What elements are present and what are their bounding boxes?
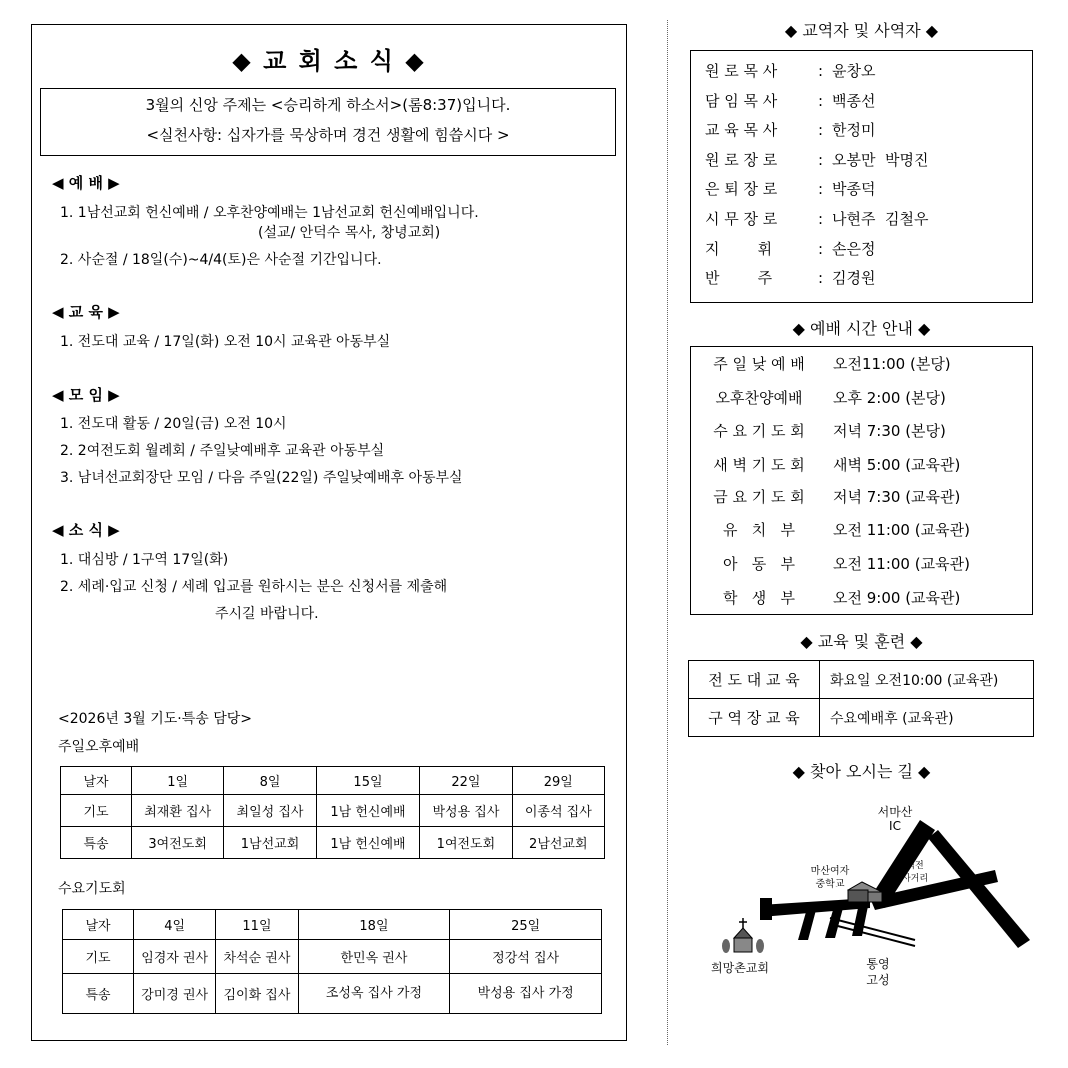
staff-name: 윤창오	[832, 62, 876, 80]
news-line: 2. 2여전도회 월례회 / 주일낮예배후 교육관 아동부실	[60, 443, 385, 459]
road-stub-3	[825, 908, 843, 938]
staff-box	[690, 50, 1033, 303]
staff-colon: :	[818, 240, 824, 258]
worship-name: 주 일 낮 예 배	[713, 355, 805, 373]
table-cell: 1일	[132, 767, 224, 795]
worship-time: 새벽 5:00 (교육관)	[833, 456, 961, 474]
road-stub-1	[760, 898, 772, 920]
table-cell: 날자	[63, 910, 134, 940]
worship-name: 학 생 부	[722, 589, 796, 607]
table-cell: 화요일 오전10:00 (교육관)	[820, 661, 1034, 699]
news-line: 1. 전도대 활동 / 20일(금) 오전 10시	[60, 416, 287, 432]
table-cell: 수요예배후 (교육관)	[820, 699, 1034, 737]
worship-name: 유 치 부	[722, 521, 796, 539]
table-cell: 4일	[134, 910, 216, 940]
table-cell: 박성용 집사 가정	[450, 974, 602, 1014]
table-cell: 임경자 권사	[134, 940, 216, 974]
news-line: 주시길 바랍니다.	[215, 606, 319, 622]
table-cell: 1여전도회	[420, 827, 512, 859]
staff-title: ◆ 교역자 및 사역자 ◆	[784, 21, 939, 40]
table-cell: 전 도 대 교 육	[689, 661, 820, 699]
table-cell: 11일	[216, 910, 298, 940]
destination-label: 고성	[866, 973, 890, 987]
news-line: 3. 남녀선교회장단 모임 / 다음 주일(22일) 주일낮예배후 아동부실	[60, 470, 463, 486]
staff-colon: :	[818, 210, 824, 228]
staff-name: 백종선	[832, 92, 876, 110]
destination-label: 통영	[866, 957, 890, 971]
staff-colon: :	[818, 269, 824, 287]
table-cell: 한민옥 권사	[298, 940, 450, 974]
directions-title: ◆ 찾아 오시는 길 ◆	[792, 762, 931, 781]
worship-name: 새 벽 기 도 회	[713, 456, 805, 474]
table-cell: 박성용 집사	[420, 795, 512, 827]
table-cell: 이종석 집사	[512, 795, 604, 827]
worship-time: 오전 11:00 (교육관)	[833, 555, 970, 573]
worship-times-box	[690, 346, 1033, 615]
news-line: 1. 1남선교회 헌신예배 / 오후찬양예배는 1남선교회 헌신예배입니다.	[60, 205, 479, 221]
section-header-education: ◀ 교 육 ▶	[52, 303, 120, 321]
duty-title: <2026년 3월 기도·특송 담당>	[58, 711, 252, 727]
staff-role: 교 육 목 사	[705, 121, 778, 139]
staff-name: 박종덕	[832, 180, 876, 198]
table-cell: 3여전도회	[132, 827, 224, 859]
table-cell: 1남선교회	[224, 827, 316, 859]
news-line: 2. 세례·입교 신청 / 세례 입교를 원하시는 분은 신청서를 제출해	[60, 579, 448, 595]
table-cell: 1남 헌신예배	[316, 827, 420, 859]
worship-times-title: ◆ 예배 시간 안내 ◆	[792, 319, 931, 338]
table-cell: 25일	[450, 910, 602, 940]
staff-colon: :	[818, 62, 824, 80]
school-label: 중학교	[815, 879, 845, 890]
theme-line-2: <실천사항: 십자가를 묵상하며 경건 생활에 힘씁시다 >	[146, 126, 510, 144]
news-line: 1. 전도대 교육 / 17일(화) 오전 10시 교육관 아동부실	[60, 334, 391, 350]
road-stub-2	[798, 910, 816, 940]
table-cell: 기도	[63, 940, 134, 974]
rail-line-2	[830, 924, 915, 946]
worship-name: 아 동 부	[722, 555, 796, 573]
worship-name: 오후찬양예배	[715, 389, 803, 407]
staff-name: 손은정	[832, 240, 876, 258]
section-header-news: ◀ 소 식 ▶	[52, 521, 120, 539]
staff-colon: :	[818, 92, 824, 110]
wednesday-duty-table	[62, 909, 602, 1014]
table-cell: 특송	[61, 827, 132, 859]
page-divider	[667, 20, 668, 1045]
table-cell: 날자	[61, 767, 132, 795]
section-header-meetings: ◀ 모 임 ▶	[52, 386, 120, 404]
table-cell: 김이화 집사	[216, 974, 298, 1014]
sunday-duty-table	[60, 766, 605, 859]
school-label: 마산여자	[810, 866, 850, 877]
training-table	[688, 660, 1034, 737]
staff-name: 오봉만 박명진	[832, 151, 929, 169]
table-cell: 강미경 권사	[134, 974, 216, 1014]
table-cell: 최일성 집사	[224, 795, 316, 827]
table-cell: 2남선교회	[512, 827, 604, 859]
church-label: 희망촌교회	[711, 961, 769, 975]
table-cell: 22일	[420, 767, 512, 795]
staff-name: 나현주 김철우	[832, 210, 929, 228]
section-header-worship: ◀ 예 배 ▶	[52, 174, 120, 192]
rail-line-1	[830, 918, 915, 940]
news-line: 1. 대심방 / 1구역 17일(화)	[60, 552, 229, 568]
theme-line-1: 3월의 신앙 주제는 <승리하게 하소서>(롬8:37)입니다.	[145, 96, 511, 114]
crossroad-label: 석전	[906, 861, 924, 871]
staff-name: 한정미	[832, 121, 876, 139]
news-title: ◆ 교 회 소 식 ◆	[232, 47, 426, 75]
staff-colon: :	[818, 121, 824, 139]
sunday-service-label: 주일오후예배	[58, 739, 140, 755]
worship-time: 오후 2:00 (본당)	[833, 389, 946, 407]
ic-label: 서마산	[877, 805, 913, 819]
table-cell: 조성옥 집사 가정	[298, 974, 450, 1014]
staff-role: 은 퇴 장 로	[705, 180, 778, 198]
news-line: 2. 사순절 / 18일(수)~4/4(토)은 사순절 기간입니다.	[60, 252, 382, 268]
worship-name: 금 요 기 도 회	[713, 488, 805, 506]
worship-time: 오전11:00 (본당)	[833, 355, 951, 373]
staff-name: 김경원	[832, 269, 876, 287]
worship-name: 수 요 기 도 회	[713, 422, 805, 440]
church-icon	[722, 918, 764, 953]
staff-role: 원 로 장 로	[705, 151, 778, 169]
directions-map	[690, 790, 1040, 1000]
table-cell: 29일	[512, 767, 604, 795]
ic-label: IC	[889, 819, 901, 833]
table-cell: 기도	[61, 795, 132, 827]
table-cell: 1남 헌신예배	[316, 795, 420, 827]
staff-role: 담 임 목 사	[705, 92, 778, 110]
table-cell: 구 역 장 교 육	[689, 699, 820, 737]
worship-time: 오전 11:00 (교육관)	[833, 521, 970, 539]
table-cell: 최재환 집사	[132, 795, 224, 827]
table-cell: 특송	[63, 974, 134, 1014]
wednesday-service-label: 수요기도회	[58, 881, 126, 897]
crossroad-label: 사거리	[901, 874, 929, 884]
staff-colon: :	[818, 151, 824, 169]
table-cell: 15일	[316, 767, 420, 795]
news-line: (설교/ 안덕수 목사, 창녕교회)	[258, 225, 441, 241]
training-title: ◆ 교육 및 훈련 ◆	[800, 632, 923, 651]
staff-role: 시 무 장 로	[705, 210, 778, 228]
staff-colon: :	[818, 180, 824, 198]
school-building-icon	[848, 882, 882, 902]
worship-time: 오전 9:00 (교육관)	[833, 589, 961, 607]
worship-time: 저녁 7:30 (본당)	[833, 422, 946, 440]
table-cell: 정강석 집사	[450, 940, 602, 974]
table-cell: 18일	[298, 910, 450, 940]
worship-time: 저녁 7:30 (교육관)	[833, 488, 961, 506]
staff-role: 원 로 목 사	[705, 62, 778, 80]
staff-role: 반 주	[705, 269, 773, 287]
table-cell: 차석순 권사	[216, 940, 298, 974]
table-cell: 8일	[224, 767, 316, 795]
staff-role: 지 휘	[705, 240, 773, 258]
